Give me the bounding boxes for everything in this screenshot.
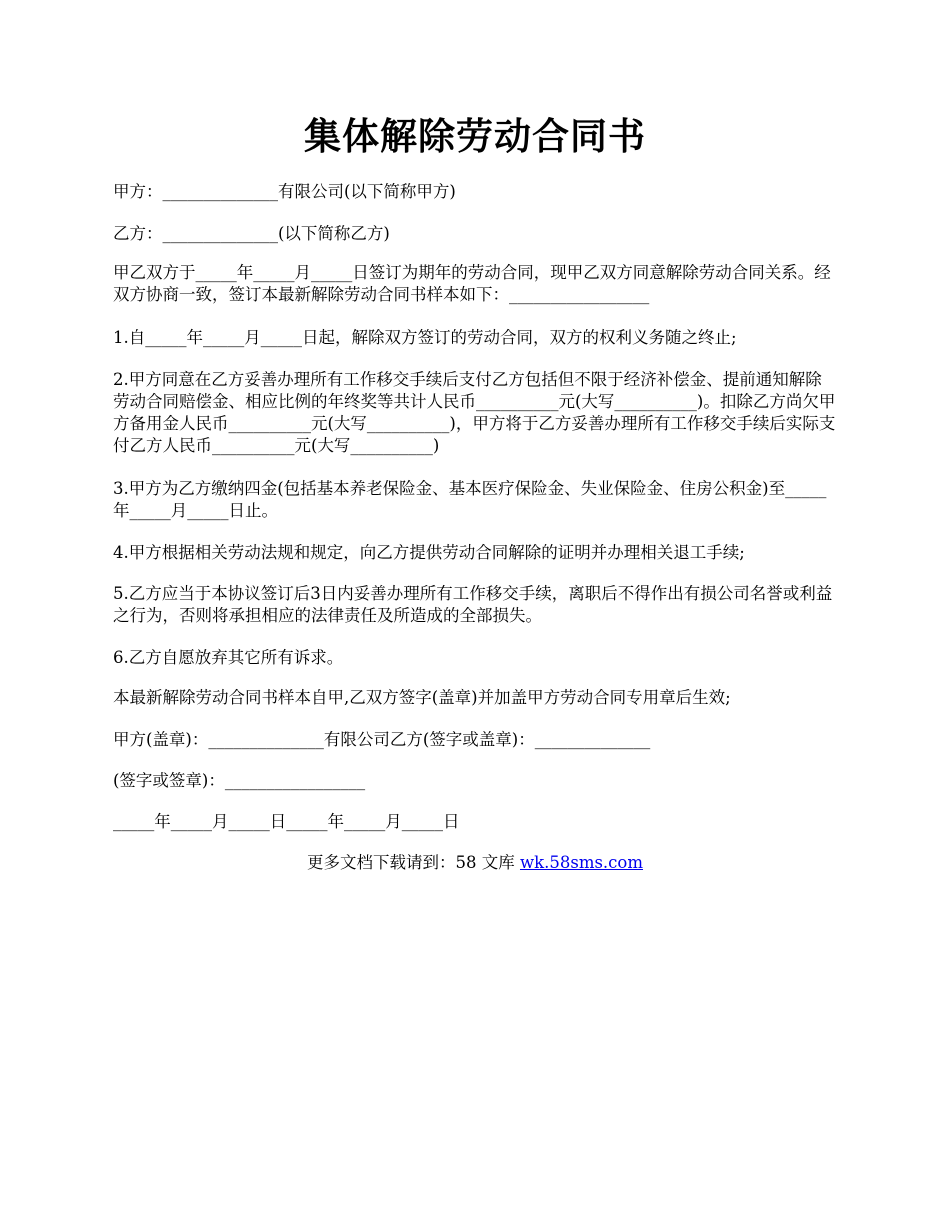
clause-6: 6.乙方自愿放弃其它所有诉求。 (113, 648, 344, 667)
clause-1: 1.自_____年_____月_____日起，解除双方签订的劳动合同，双方的权利义务随之终止; (113, 328, 737, 347)
footer-link[interactable]: wk.58sms.com (519, 853, 643, 872)
clause-5: 5.乙方应当于本协议签订后3日内妥善办理所有工作移交手续，离职后不得作出有损公司名誉或利益之行为，否则将承担相应的法律责任及所造成的全部损失。 (113, 584, 833, 625)
footer-prefix: 更多文档下载请到：58 文库 (306, 853, 520, 872)
clause-2: 2.甲方同意在乙方妥善办理所有工作移交手续后支付乙方包括但不限于经济补偿金、提前通知解除劳动合同赔偿金、相应比例的年终奖等共计人民币__________元(大写__________)。扣除乙方尚欠甲方备用金人民币__________元(大写__________)，甲方将于乙方妥善办理所有工作移交手续后实际支付乙方人民币__________元(大写__________) (113, 370, 836, 455)
effective-paragraph: 本最新解除劳动合同书样本自甲,乙双方签字(盖章)并加盖甲方劳动合同专用章后生效; (113, 688, 731, 707)
footer (0, 852, 950, 874)
signature-line: 甲方(盖章)：______________有限公司乙方(签字或盖章)：______________ (113, 730, 651, 749)
party-a-line: 甲方：______________有限公司(以下简称甲方) (113, 182, 456, 201)
clause-3: 3.甲方为乙方缴纳四金(包括基本养老保险金、基本医疗保险金、失业保险金、住房公积金)至_____年_____月_____日止。 (113, 479, 827, 520)
intro-paragraph: 甲乙双方于_____年_____月_____日签订为期年的劳动合同，现甲乙双方同意解除劳动合同关系。经双方协商一致，签订本最新解除劳动合同书样本如下：_________________ (113, 263, 831, 304)
party-b-line: 乙方：______________(以下简称乙方) (113, 224, 390, 243)
clause-4: 4.甲方根据相关劳动法规和规定，向乙方提供劳动合同解除的证明并办理相关退工手续; (113, 543, 745, 562)
date-line: _____年_____月_____日_____年_____月_____日 (113, 812, 460, 831)
seal-line: (签字或签章)：_________________ (113, 771, 366, 790)
document-title: 集体解除劳动合同书 (304, 114, 646, 158)
